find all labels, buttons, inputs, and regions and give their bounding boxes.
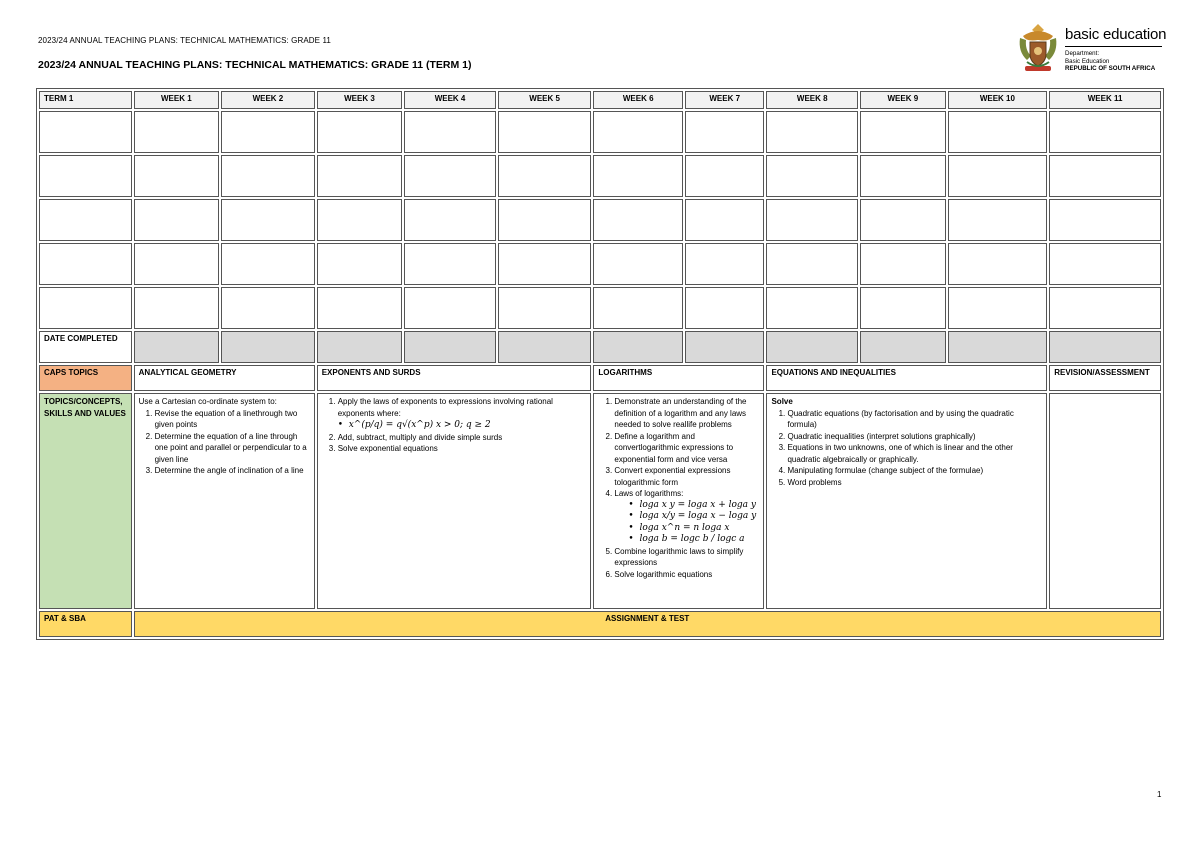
date-cell[interactable] — [1049, 331, 1161, 363]
equations-item: 1. Quadratic equations (by factorisation and by using the quadratic formula) — [787, 408, 1042, 431]
log-item: 6. Solve logarithmic equations — [614, 569, 759, 581]
header-row — [39, 91, 1161, 109]
caps-equations: EQUATIONS AND INEQUALITIES — [766, 365, 1047, 391]
blank-row — [39, 155, 1161, 197]
caps-exponents: EXPONENTS AND SURDS — [317, 365, 592, 391]
date-completed-row — [39, 331, 1161, 363]
analytical-item: 1. Revise the equation of a linethrough two given points — [155, 408, 310, 431]
log-item: 3. Convert exponential expressions tologarithmic form — [614, 465, 759, 488]
page-title: 2023/24 ANNUAL TEACHING PLANS: TECHNICAL MATHEMATICS: GRADE 11 (TERM 1) — [38, 59, 472, 71]
topics-exponents — [317, 393, 592, 609]
col-week-7: WEEK 7 — [685, 91, 765, 109]
exponents-item: 3. Solve exponential equations — [338, 443, 587, 455]
coat-of-arms-icon — [1017, 22, 1059, 74]
col-week-2: WEEK 2 — [221, 91, 315, 109]
topics-equations — [766, 393, 1047, 609]
col-week-9: WEEK 9 — [860, 91, 946, 109]
topics-logarithms — [593, 393, 764, 609]
col-week-1: WEEK 1 — [134, 91, 220, 109]
log-law: • loga x y = loga x + loga y — [628, 500, 759, 512]
page-number: 1 — [1157, 790, 1162, 799]
col-week-3: WEEK 3 — [317, 91, 403, 109]
equations-heading: Solve — [771, 397, 793, 406]
caps-logarithms: LOGARITHMS — [593, 365, 764, 391]
equations-item: 4. Manipulating formulae (change subject of the formulae) — [787, 465, 1042, 477]
caps-revision: REVISION/ASSESSMENT — [1049, 365, 1161, 391]
department-logo — [1017, 22, 1167, 74]
dept-line1: Department: — [1065, 50, 1100, 57]
log-item: 1. Demonstrate an understanding of the definition of a logarithm and any laws needed to solve reallife problems — [614, 396, 759, 431]
equations-item: 5. Word problems — [787, 477, 1042, 489]
date-cell[interactable] — [317, 331, 403, 363]
col-week-5: WEEK 5 — [498, 91, 592, 109]
date-cell[interactable] — [948, 331, 1048, 363]
teaching-plan-table — [36, 88, 1164, 640]
log-law: • loga x/y = loga x − loga y — [628, 511, 759, 523]
pat-sba-row — [39, 611, 1161, 637]
blank-row — [39, 199, 1161, 241]
caps-topics-row — [39, 365, 1161, 391]
date-completed-label: DATE COMPLETED — [39, 331, 132, 363]
analytical-item: 2. Determine the equation of a line through one point and parallel or perpendicular to a given line — [155, 431, 310, 466]
analytical-intro: Use a Cartesian co-ordinate system to: — [138, 397, 277, 406]
brand-name: basic education — [1065, 26, 1167, 43]
pat-sba-value: ASSIGNMENT & TEST — [134, 611, 1161, 637]
date-cell[interactable] — [860, 331, 946, 363]
col-week-6: WEEK 6 — [593, 91, 683, 109]
col-week-4: WEEK 4 — [404, 91, 496, 109]
caps-topics-label: CAPS TOPICS — [39, 365, 132, 391]
topics-analytical — [134, 393, 315, 609]
log-item: 2. Define a logarithm and convertlogarithmic expressions to exponential form and vice versa — [614, 431, 759, 466]
topics-row — [39, 393, 1161, 609]
col-week-11: WEEK 11 — [1049, 91, 1161, 109]
caps-analytical: ANALYTICAL GEOMETRY — [134, 365, 315, 391]
log-item: 5. Combine logarithmic laws to simplify expressions — [614, 546, 759, 569]
topics-revision — [1049, 393, 1161, 609]
log-item: 4. Laws of logarithms: • loga x y = loga x + loga y • loga x/y = loga x − loga y • loga x^n = n loga x • loga b = logc b / logc a — [614, 488, 759, 546]
blank-row — [39, 287, 1161, 329]
exponents-item: 2. Add, subtract, multiply and divide simple surds — [338, 432, 587, 444]
topics-label: TOPICS/CONCEPTS, SKILLS AND VALUES — [39, 393, 132, 609]
blank-row — [39, 243, 1161, 285]
country-name: REPUBLIC OF SOUTH AFRICA — [1065, 65, 1156, 72]
date-cell[interactable] — [685, 331, 765, 363]
equations-item: 2. Quadratic inequalities (interpret solutions graphically) — [787, 431, 1042, 443]
col-term: TERM 1 — [39, 91, 132, 109]
log-law: • loga b = logc b / logc a — [628, 534, 759, 546]
date-cell[interactable] — [593, 331, 683, 363]
exponents-item: 1. Apply the laws of exponents to expressions involving rational exponents where: • x^(p/q) = q√(x^p) x > 0; q ≥ 2 — [338, 396, 587, 432]
running-head: 2023/24 ANNUAL TEACHING PLANS: TECHNICAL MATHEMATICS: GRADE 11 — [38, 36, 331, 45]
col-week-10: WEEK 10 — [948, 91, 1048, 109]
date-cell[interactable] — [766, 331, 858, 363]
pat-sba-label: PAT & SBA — [39, 611, 132, 637]
date-cell[interactable] — [221, 331, 315, 363]
analytical-item: 3. Determine the angle of inclination of a line — [155, 465, 310, 477]
date-cell[interactable] — [498, 331, 592, 363]
exponent-formula: • x^(p/q) = q√(x^p) x > 0; q ≥ 2 — [338, 420, 491, 430]
equations-item: 3. Equations in two unknowns, one of which is linear and the other quadratic algebraically or graphically. — [787, 442, 1042, 465]
blank-row — [39, 111, 1161, 153]
dept-line2: Basic Education — [1065, 57, 1110, 65]
date-cell[interactable] — [134, 331, 220, 363]
date-cell[interactable] — [404, 331, 496, 363]
log-law: • loga x^n = n loga x — [628, 523, 759, 535]
col-week-8: WEEK 8 — [766, 91, 858, 109]
